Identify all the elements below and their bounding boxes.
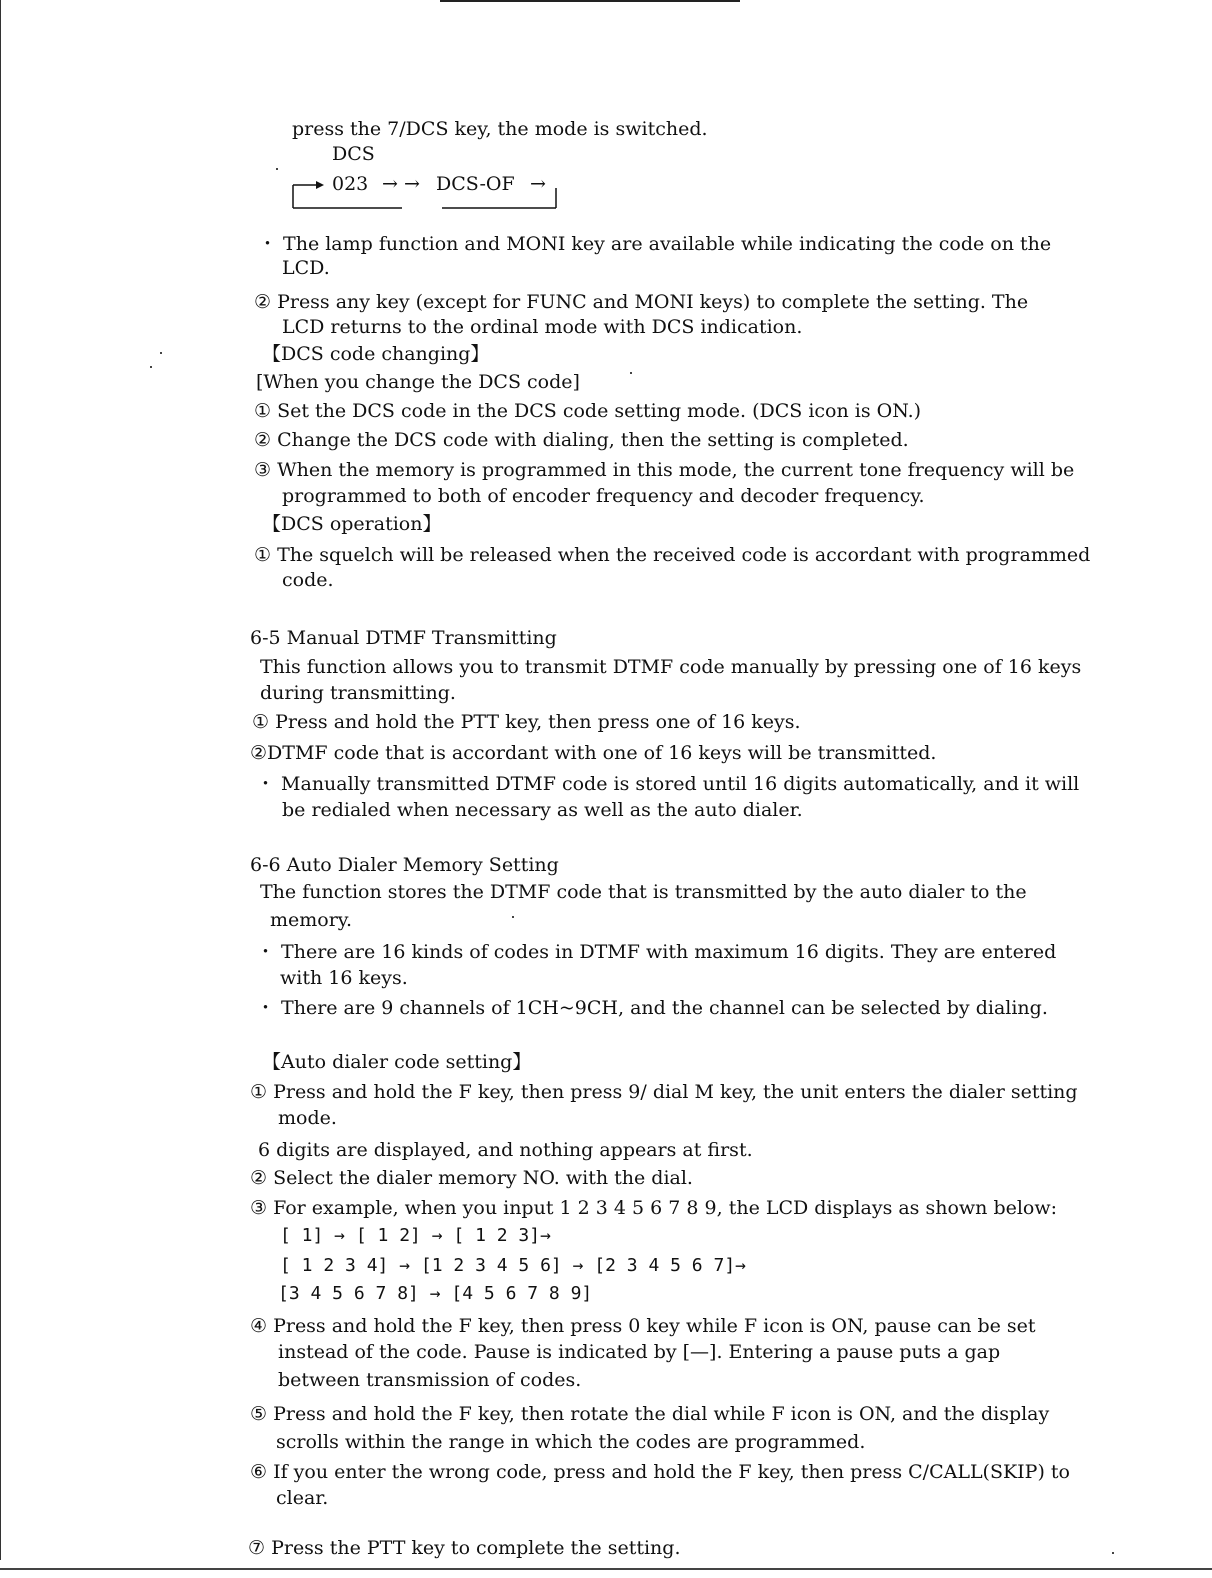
dcs-change-line: ③ When the memory is programmed in this mode, the current tone frequency will be [254,459,1075,481]
scan-speck [276,168,278,170]
note-line: ② Press any key (except for FUNC and MONI keys) to complete the setting. The [254,291,1029,313]
lcd-display-line: [ 1] → [ 1 2] → [ 1 2 3]→ [280,1225,551,1246]
auto-dialer-line: 6 digits are displayed, and nothing appears at first. [258,1139,753,1161]
dcs-operation-line: code. [282,569,334,591]
scan-speck [150,366,152,368]
dcs-operation-line: ① The squelch will be released when the received code is accordant with programmed [254,544,1091,566]
auto-dialer-step: scrolls within the range in which the codes are programmed. [276,1431,866,1453]
scan-speck [1112,1552,1114,1554]
auto-dialer-step: ④ Press and hold the F key, then press 0 key while F icon is ON, pause can be set [250,1315,1036,1337]
intro-line: press the 7/DCS key, the mode is switched. [292,118,708,140]
auto-dialer-line: ③ For example, when you input 1 2 3 4 5 6 7 8 9, the LCD displays as shown below: [250,1197,1058,1219]
auto-dialer-step: ⑦ Press the PTT key to complete the setting. [248,1537,681,1559]
auto-dialer-heading: 【Auto dialer code setting】 [262,1051,532,1073]
cycle-item-023: 023 [332,173,369,195]
dcs-change-line: programmed to both of encoder frequency and decoder frequency. [282,485,925,507]
section-6-6-title: 6-6 Auto Dialer Memory Setting [250,854,559,876]
section-6-6-line: with 16 keys. [280,967,408,989]
cycle-arrows: → → [382,173,420,195]
section-6-5-title: 6-5 Manual DTMF Transmitting [250,627,557,649]
dcs-cycle-label: DCS [332,143,375,165]
section-6-5-line: during transmitting. [260,682,456,704]
page-left-border [0,0,1,1560]
scan-speck [512,916,514,918]
section-6-5-line: ① Press and hold the PTT key, then press one of 16 keys. [252,711,801,733]
dcs-change-line: ① Set the DCS code in the DCS code setting mode. (DCS icon is ON.) [254,400,922,422]
section-6-6-line: ・ There are 16 kinds of codes in DTMF with maximum 16 digits. They are entered [256,941,1057,963]
note-line: LCD. [282,257,330,279]
lcd-display-line: [3 4 5 6 7 8] → [4 5 6 7 8 9] [278,1283,593,1304]
auto-dialer-step: ⑤ Press and hold the F key, then rotate the dial while F icon is ON, and the display [250,1403,1050,1425]
dcs-code-changing-heading: 【DCS code changing】 [262,343,490,365]
auto-dialer-step: instead of the code. Pause is indicated by [—]. Entering a pause puts a gap [278,1341,1001,1363]
auto-dialer-step: ⑥ If you enter the wrong code, press and hold the F key, then press C/CALL(SKIP) to [250,1461,1070,1483]
note-line: LCD returns to the ordinal mode with DCS indication. [282,316,803,338]
section-6-6-line: The function stores the DTMF code that is transmitted by the auto dialer to the [260,881,1027,903]
section-6-5-line: be redialed when necessary as well as the auto dialer. [282,799,803,821]
dcs-cycle-diagram [290,140,580,220]
cycle-item-dcs-of: DCS-OF [436,173,515,195]
dcs-code-changing-sub: [When you change the DCS code] [256,371,580,393]
auto-dialer-line: mode. [278,1107,337,1129]
dcs-change-line: ② Change the DCS code with dialing, then the setting is completed. [254,429,909,451]
auto-dialer-step: between transmission of codes. [278,1369,582,1391]
dcs-operation-heading: 【DCS operation】 [262,513,442,535]
cycle-end-arrow: → [530,173,546,195]
scan-speck [630,372,632,374]
section-6-5-line: This function allows you to transmit DTMF code manually by pressing one of 16 keys [260,656,1082,678]
section-6-5-line: ・ Manually transmitted DTMF code is stored until 16 digits automatically, and it will [256,773,1080,795]
section-6-5-line: ②DTMF code that is accordant with one of 16 keys will be transmitted. [250,742,937,764]
top-rule [440,0,740,2]
scan-speck [160,352,162,354]
note-line: ・ The lamp function and MONI key are available while indicating the code on the [258,233,1052,255]
auto-dialer-step: clear. [276,1487,329,1509]
bottom-rule [0,1568,1212,1570]
lcd-display-line: [ 1 2 3 4] → [1 2 3 4 5 6] → [2 3 4 5 6 7]→ [280,1255,746,1276]
auto-dialer-line: ① Press and hold the F key, then press 9/ dial M key, the unit enters the dialer setting [250,1081,1078,1103]
section-6-6-line: ・ There are 9 channels of 1CH~9CH, and the channel can be selected by dialing. [256,997,1048,1019]
auto-dialer-line: ② Select the dialer memory NO. with the dial. [250,1167,693,1189]
section-6-6-line: memory. [270,909,353,931]
